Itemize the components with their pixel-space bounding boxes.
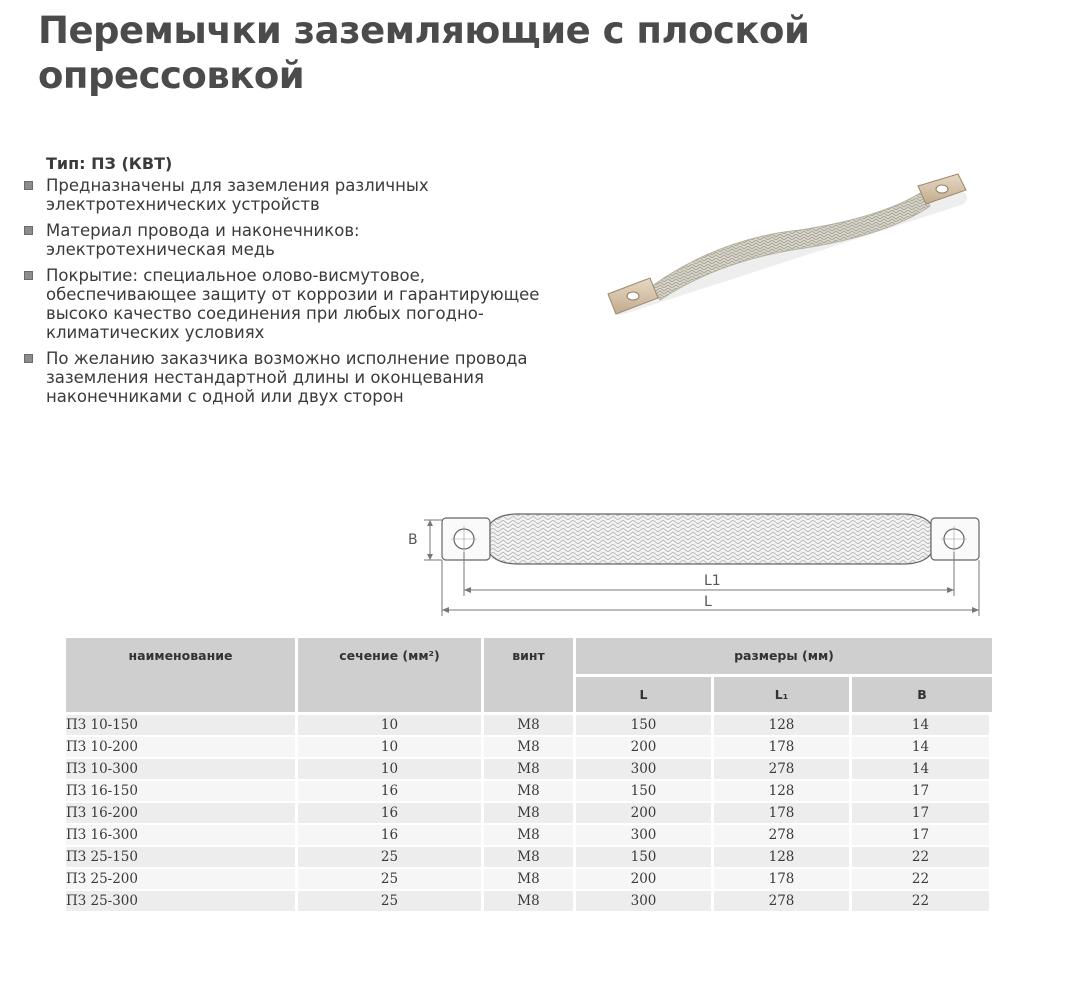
bullet-square-icon [24,354,33,363]
header-name: наименование [66,638,298,715]
header-b: B [852,677,992,716]
table-row: ПЗ 16-200 16 M8 200 178 17 [66,803,992,825]
header-l1: L₁ [714,677,852,716]
label-l: L [704,594,712,610]
header-dimensions: размеры (мм) [576,638,992,677]
feature-item: Предназначены для заземления различных электротехнических устройств [22,176,542,214]
bullet-square-icon [24,181,33,190]
dimension-drawing [398,496,988,621]
type-label: Тип: ПЗ (КВТ) [46,154,173,173]
table-row: ПЗ 16-300 16 M8 300 278 17 [66,825,992,847]
table-row: ПЗ 10-300 10 M8 300 278 14 [66,759,992,781]
header-screw: винт [484,638,576,715]
feature-list [22,176,542,413]
table-row: ПЗ 25-300 25 M8 300 278 22 [66,891,992,913]
spec-table [66,638,992,913]
table-row: ПЗ 16-150 16 M8 150 128 17 [66,781,992,803]
feature-item: Материал провода и наконечников: электротехническая медь [22,221,542,259]
feature-item: Покрытие: специальное олово-висмутовое, обеспечивающее защиту от коррозии и гарантирующее высоко качество соединения при любых погодно-климатических условиях [22,266,542,342]
bullet-square-icon [24,226,33,235]
table-row: ПЗ 10-150 10 M8 150 128 14 [66,715,992,737]
feature-item: По желанию заказчика возможно исполнение провода заземления нестандартной длины и оконцевания наконечниками с одной или двух сторон [22,349,542,406]
label-b: B [408,532,418,548]
table-row: ПЗ 25-150 25 M8 150 128 22 [66,847,992,869]
label-l1: L1 [704,573,721,589]
bullet-square-icon [24,271,33,280]
header-section: сечение (мм²) [298,638,484,715]
table-row: ПЗ 10-200 10 M8 200 178 14 [66,737,992,759]
header-l: L [576,677,714,716]
page-title: Перемычки заземляющие с плоской опрессовкой [38,9,810,97]
table-row: ПЗ 25-200 25 M8 200 178 22 [66,869,992,891]
product-photo [600,168,980,328]
